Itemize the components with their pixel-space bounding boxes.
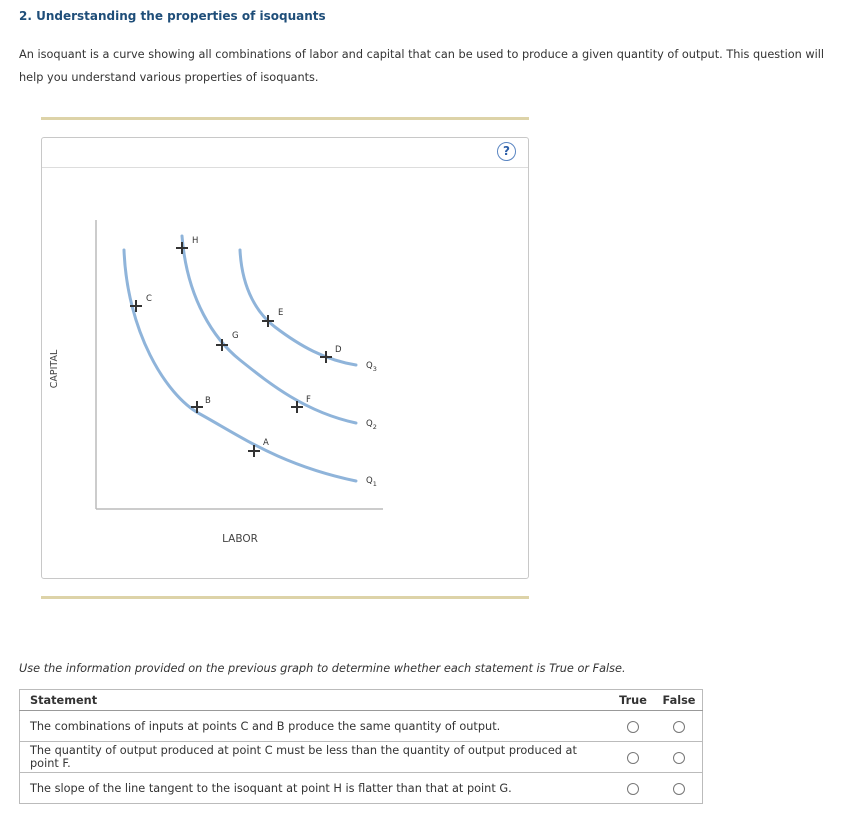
point-h-label: H [192, 236, 199, 246]
true-cell [610, 711, 656, 742]
table-row [20, 711, 703, 742]
point-h-marker [176, 242, 188, 254]
false-header: False [656, 690, 703, 711]
point-e-label: E [278, 308, 284, 318]
true-radio[interactable] [627, 783, 639, 795]
table-row [20, 742, 703, 773]
statement-header: Statement [20, 690, 611, 711]
false-radio[interactable] [673, 783, 685, 795]
table-header-row [20, 690, 703, 711]
statement-table [19, 689, 703, 804]
isoquant-q1-curve [124, 250, 356, 481]
point-f-label: F [306, 395, 311, 405]
help-button[interactable]: ? [497, 142, 516, 161]
statement-text: The combinations of inputs at points C and B produce the same quantity of output. [20, 711, 611, 742]
true-radio[interactable] [627, 721, 639, 733]
point-markers [130, 242, 332, 457]
true-header: True [610, 690, 656, 711]
point-d-label: D [335, 345, 342, 355]
false-radio[interactable] [673, 752, 685, 764]
isoquant-q3-label: $Q_3$ [366, 361, 377, 373]
statement-text: The quantity of output produced at point C must be less than the quantity of output produced at point F. [20, 742, 611, 773]
y-axis-label: CAPITAL [49, 349, 60, 389]
true-cell [610, 742, 656, 773]
true-radio[interactable] [627, 752, 639, 764]
instruction-text: Use the information provided on the previous graph to determine whether each statement is True or False. [19, 662, 626, 675]
point-a-label: A [263, 438, 269, 448]
x-axis-label: LABOR [222, 533, 258, 545]
bottom-divider [41, 596, 529, 599]
point-g-label: G [232, 331, 239, 341]
point-b-label: B [205, 396, 211, 406]
isoquant-q2-label: $Q_2$ [366, 419, 377, 431]
false-cell [656, 742, 703, 773]
false-cell [656, 773, 703, 804]
question-intro: An isoquant is a curve showing all combinations of labor and capital that can be used to produce a given quantity of output. This question will help you understand various properties of isoquants. [19, 48, 825, 84]
question-title: 2. Understanding the properties of isoquants [19, 9, 326, 23]
isoquant-q2-curve [182, 236, 356, 423]
point-d-marker [320, 351, 332, 363]
table-row [20, 773, 703, 804]
false-cell [656, 711, 703, 742]
true-cell [610, 773, 656, 804]
isoquant-q1-label: $Q_1$ [366, 476, 377, 488]
statement-text: The slope of the line tangent to the isoquant at point H is flatter than that at point G. [20, 773, 611, 804]
point-c-label: C [146, 294, 152, 304]
false-radio[interactable] [673, 721, 685, 733]
